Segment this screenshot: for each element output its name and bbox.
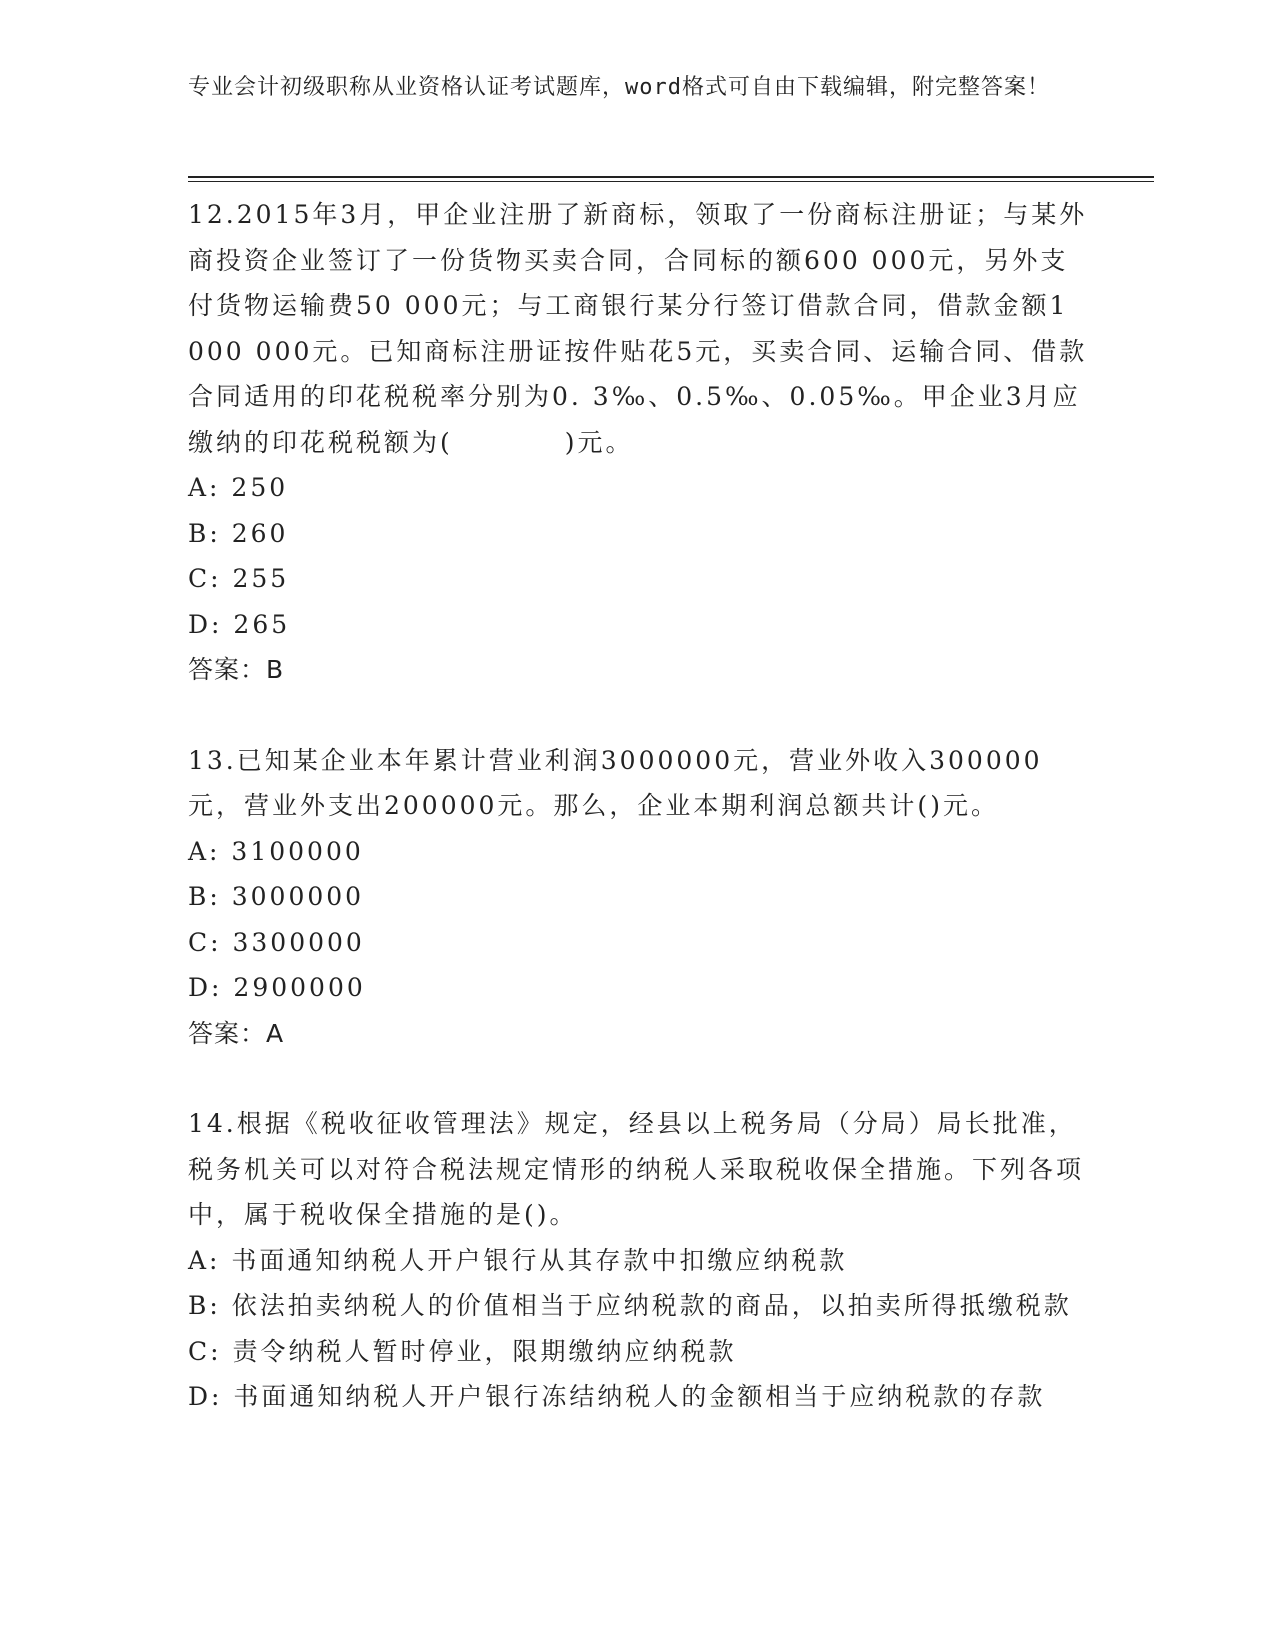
option-c: C: 责令纳税人暂时停业，限期缴纳应纳税款 [188,1336,737,1366]
question-stem: 13.已知某企业本年累计营业利润3000000元，营业外收入300000元，营业外支出200000元。那么，企业本期利润总额共计()元。 [188,745,1043,820]
answer-label: 答案：B [188,655,285,684]
page-header: 专业会计初级职称从业资格认证考试题库，word格式可自由下载编辑，附完整答案！ [188,75,1050,100]
question-stem: 14.根据《税收征收管理法》规定，经县以上税务局（分局）局长批准，税务机关可以对符合税法规定情形的纳税人采取税收保全措施。下列各项中，属于税收保全措施的是()。 [188,1109,1085,1229]
header-rule-thick [188,176,1154,178]
answer-label: 答案：A [188,1018,285,1048]
option-d: D: 2900000 [188,973,366,1002]
header-rule-thin [188,181,1154,182]
option-b: B: 3000000 [188,882,365,911]
question-12 [188,192,1088,693]
option-b: B: 依法拍卖纳税人的价值相当于应纳税款的商品，以拍卖所得抵缴税款 [188,1291,1072,1320]
question-14 [188,1101,1088,1420]
option-d: D: 265 [188,609,291,639]
spacer [188,693,1088,738]
option-a: A: 3100000 [188,836,364,866]
option-c: C: 255 [188,564,290,593]
option-c: C: 3300000 [188,927,365,957]
option-a: A: 250 [188,473,289,502]
question-13 [188,738,1088,1057]
option-b: B: 260 [188,518,289,548]
question-stem: 12.2015年3月，甲企业注册了新商标，领取了一份商标注册证；与某外商投资企业签订了一份货物买卖合同，合同标的额600 000元，另外支付货物运输费50 000元；与工商银行某分行签订借款合同，借款金额1 000 000元。已知商标注册证按件贴花5元，买卖合同、运输合同、借款合同适用的印花税税率分别为0. 3‰、0.5‰、0.05‰。甲企业3月应缴纳的印花税税额为( )元。 [188,200,1088,457]
option-d: D: 书面通知纳税人开户银行冻结纳税人的金额相当于应纳税款的存款 [188,1382,1046,1411]
spacer [188,1056,1088,1101]
question-list [188,192,1088,1420]
option-a: A: 书面通知纳税人开户银行从其存款中扣缴应纳税款 [188,1245,848,1275]
